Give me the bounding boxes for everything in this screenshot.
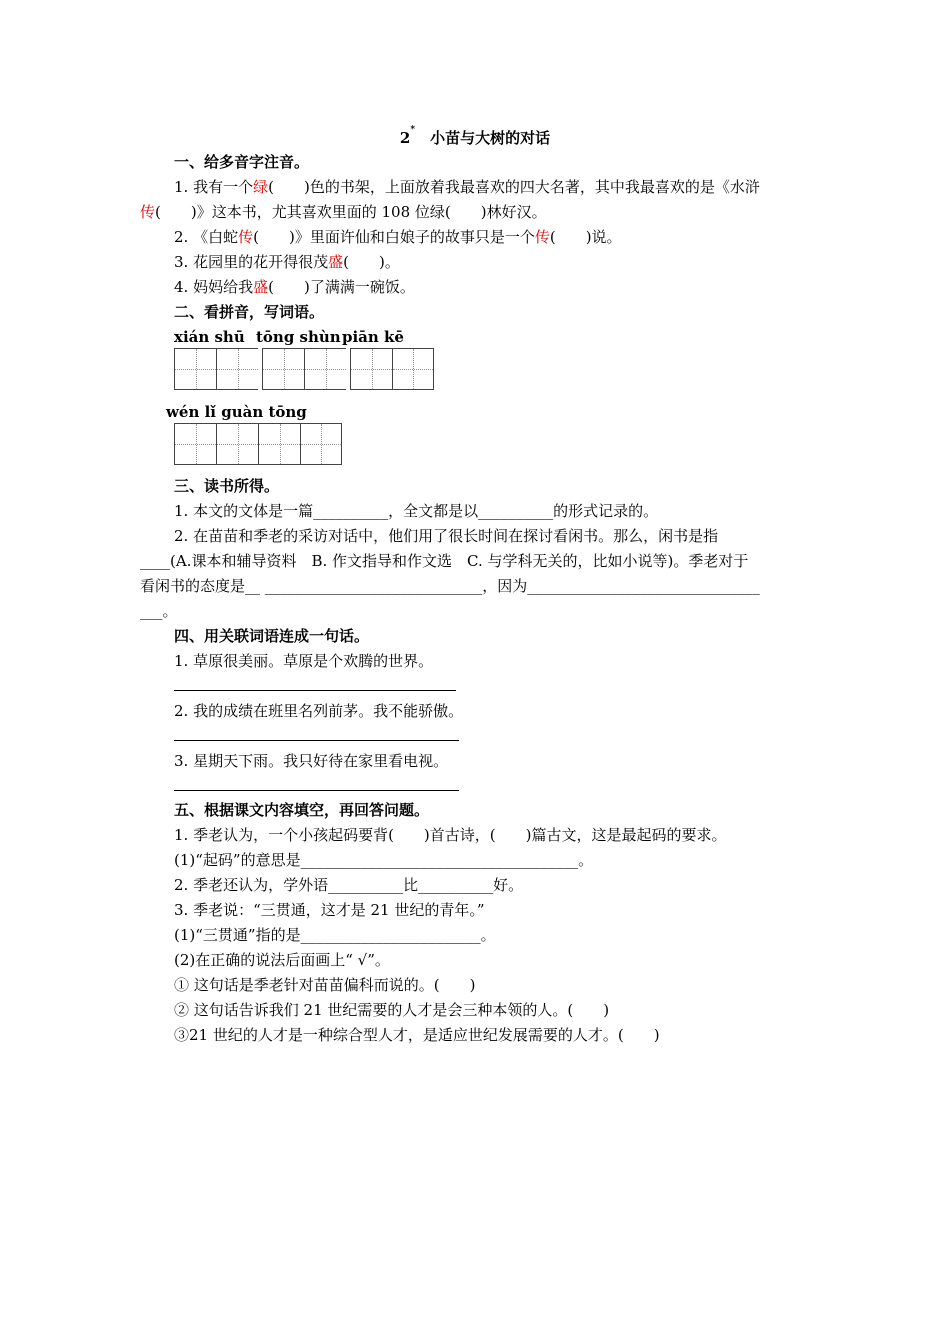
section3-heading: 三、读书所得。 xyxy=(174,477,280,495)
writing-cell[interactable] xyxy=(350,348,392,390)
s5-q1-sub: (1)“起码”的意思是_____________________________________。 xyxy=(174,851,594,869)
s3-q2-line1: 2. 在苗苗和季老的采访对话中，他们用了很长时间在探讨看闲书。那么，闲书是指 xyxy=(174,527,719,545)
s1-q1-text-c: ( )》这本书，尤其喜欢里面的 108 位绿( )林好汉。 xyxy=(155,203,547,221)
s5-q1: 1. 季老认为，一个小孩起码要背( )首古诗，( )篇古文，这是最起码的要求。 xyxy=(174,826,727,844)
s1-q3-text-a: 3. 花园里的花开得很茂 xyxy=(174,253,329,271)
s5-option-2: ② 这句话告诉我们 21 世纪需要的人才是会三种本领的人。( ) xyxy=(174,1001,610,1019)
pinyin-4: wén lǐ guàn tōng xyxy=(166,403,307,421)
word-grid-row1 xyxy=(174,348,434,390)
s4-q2: 2. 我的成绩在班里名列前茅。我不能骄傲。 xyxy=(174,702,464,720)
writing-cell[interactable] xyxy=(262,348,304,390)
answer-line[interactable] xyxy=(174,690,456,691)
s1-q4-red: 盛 xyxy=(253,278,269,296)
star-mark: * xyxy=(410,125,416,135)
s3-q2-line3: 看闲书的态度是__ _____________________________，因为_______________________________ xyxy=(140,577,760,595)
writing-cell[interactable] xyxy=(216,423,258,465)
s1-q3-text-b: ( )。 xyxy=(343,253,400,271)
word-grid-row2 xyxy=(174,423,342,465)
s1-q4-text-a: 4. 妈妈给我 xyxy=(174,278,254,296)
writing-cell[interactable] xyxy=(300,423,342,465)
s1-q2 xyxy=(174,227,622,247)
section1-heading: 一、给多音字注音。 xyxy=(174,153,310,171)
writing-cell[interactable] xyxy=(304,348,346,390)
s1-q1-line2 xyxy=(140,202,547,222)
s1-q2-text-c: ( )说。 xyxy=(549,228,622,246)
s1-q2-text-a: 2. 《白蛇 xyxy=(174,228,239,246)
s3-q1: 1. 本文的文体是一篇__________，全文都是以__________的形式记录的。 xyxy=(174,502,659,520)
page-title xyxy=(0,127,950,148)
writing-cell[interactable] xyxy=(174,348,216,390)
s1-q4-text-b: ( )了满满一碗饭。 xyxy=(268,278,415,296)
s5-q2: 2. 季老还认为，学外语__________比__________好。 xyxy=(174,876,524,894)
s4-q1: 1. 草原很美丽。草原是个欢腾的世界。 xyxy=(174,652,434,670)
s3-q2-line4: ___。 xyxy=(140,602,178,620)
pinyin-3: piān kē xyxy=(342,328,404,346)
writing-cell[interactable] xyxy=(392,348,434,390)
s1-q1-line1 xyxy=(174,177,760,197)
s1-q3 xyxy=(174,252,400,272)
writing-cell[interactable] xyxy=(174,423,216,465)
section2-heading: 二、看拼音，写词语。 xyxy=(174,303,325,321)
lesson-title: 小苗与大树的对话 xyxy=(430,129,551,147)
s5-q3-sub1: (1)“三贯通”指的是________________________。 xyxy=(174,926,496,944)
writing-cell[interactable] xyxy=(216,348,258,390)
s4-q3: 3. 星期天下雨。我只好待在家里看电视。 xyxy=(174,752,449,770)
s3-q2-line2: ____(A.课本和辅导资料 B. 作文指导和作文选 C. 与学科无关的，比如小说等)。季老对于 xyxy=(140,552,749,570)
answer-line[interactable] xyxy=(174,740,459,741)
s5-q3-sub2: (2)在正确的说法后面画上“ √”。 xyxy=(174,951,390,969)
pinyin-2: tōng shùn xyxy=(256,328,341,346)
s5-option-3: ③21 世纪的人才是一种综合型人才，是适应世纪发展需要的人才。( ) xyxy=(174,1026,660,1044)
s1-q1-text-b: ( )色的书架，上面放着我最喜欢的四大名著，其中我最喜欢的是《水浒 xyxy=(268,178,760,196)
s1-q2-text-b: ( )》里面许仙和白娘子的故事只是一个 xyxy=(253,228,535,246)
answer-line[interactable] xyxy=(174,790,459,791)
s1-q4 xyxy=(174,277,415,297)
s5-q3: 3. 季老说：“三贯通，这才是 21 世纪的青年。” xyxy=(174,901,485,919)
section5-heading: 五、根据课文内容填空，再回答问题。 xyxy=(174,801,430,819)
s1-q1-red-2: 传 xyxy=(140,203,156,221)
s1-q1-text-a: 1. 我有一个 xyxy=(174,178,254,196)
writing-cell[interactable] xyxy=(258,423,300,465)
section4-heading: 四、用关联词语连成一句话。 xyxy=(174,627,370,645)
s1-q1-red-1: 绿 xyxy=(253,178,269,196)
s1-q3-red: 盛 xyxy=(328,253,344,271)
s1-q2-red-1: 传 xyxy=(238,228,254,246)
pinyin-1: xián shū xyxy=(174,328,245,346)
s5-option-1: ① 这句话是季老针对苗苗偏科而说的。( ) xyxy=(174,976,476,994)
lesson-number: 2 xyxy=(399,129,411,147)
s1-q2-red-2: 传 xyxy=(534,228,550,246)
